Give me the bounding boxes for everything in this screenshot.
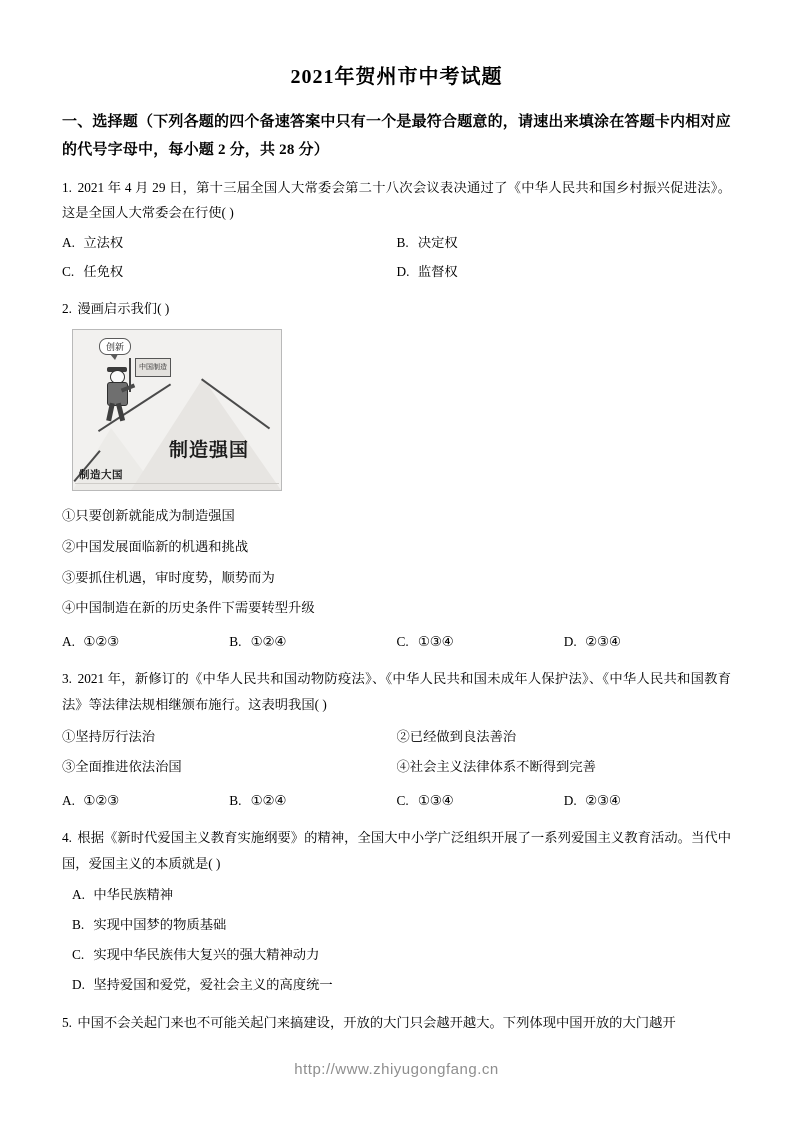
question-2-statements: [62, 501, 731, 623]
option-label: B.: [229, 633, 242, 649]
question-1-options-row-2: [62, 259, 731, 286]
statement-3: ③要抓住机遇，审时度势，顺势而为: [62, 569, 275, 585]
question-4-text: 根据《新时代爱国主义教育实施纲要》的精神，全国大中小学广泛组织开展了一系列爱国主义教育活动。当代中国，爱国主义的本质就是( ): [62, 829, 732, 871]
option-label: B.: [396, 235, 409, 251]
option-label: D.: [396, 263, 410, 279]
option-text: ①②④: [250, 792, 287, 808]
question-5-text: 中国不会关起门来也不可能关起门来搞建设，开放的大门只会越开越大。下列体现中国开放的大门越开: [77, 1015, 676, 1031]
question-2-stem: [62, 296, 731, 322]
option-text: 实现中国梦的物质基础: [93, 917, 227, 933]
question-1-text: 2021 年 4 月 29 日，第十三届全国人大常委会第二十八次会议表决通过了《中华人民共和国乡村振兴促进法》。这是全国人大常委会在行使( ): [62, 179, 731, 221]
statement-2: ②已经做到良法善治: [396, 728, 517, 744]
statement-2: ②中国发展面临新的机遇和挑战: [62, 539, 249, 555]
option-text: 监督权: [417, 263, 458, 279]
option-text: 任免权: [83, 263, 124, 279]
question-1-option-a[interactable]: [62, 230, 397, 257]
option-text: ②③④: [585, 792, 621, 808]
question-2-option-a[interactable]: [62, 628, 229, 656]
question-3-option-d[interactable]: [564, 787, 731, 815]
question-4-stem: [62, 825, 731, 877]
question-1-option-b[interactable]: [397, 230, 732, 257]
cartoon-ground-line: [75, 483, 279, 484]
statement-4: ④中国制造在新的历史条件下需要转型升级: [62, 600, 315, 616]
option-text: ②③④: [585, 633, 621, 649]
option-label: B.: [72, 917, 85, 933]
question-2-text: 漫画启示我们( ): [77, 300, 170, 316]
option-label: D.: [563, 633, 577, 649]
option-label: A.: [62, 792, 75, 808]
page-title: 2021年贺州市中考试题: [290, 66, 503, 88]
question-4-option-b[interactable]: [62, 910, 731, 940]
question-2-option-b[interactable]: [229, 628, 396, 656]
question-4-option-d[interactable]: [62, 970, 731, 1000]
option-text: ①②③: [83, 633, 120, 649]
option-text: 决定权: [417, 235, 458, 251]
cartoon-person-leg-left: [106, 403, 115, 422]
question-2-figure: [72, 329, 731, 491]
cartoon-label-big: 制造强国: [169, 440, 250, 462]
option-label: A.: [62, 235, 75, 251]
option-label: A.: [72, 887, 85, 903]
option-label: D.: [563, 792, 577, 808]
question-3-statements-row-2: [62, 752, 731, 783]
question-3-statements-row-1: [62, 722, 731, 753]
question-3-option-c[interactable]: [397, 787, 564, 815]
question-4-options: [62, 880, 731, 1000]
statement-4: ④社会主义法律体系不断得到完善: [396, 759, 596, 775]
option-label: A.: [62, 633, 75, 649]
question-4: [62, 825, 731, 1000]
option-label: C.: [72, 947, 85, 963]
question-4-option-c[interactable]: [62, 940, 731, 970]
question-2-options: [62, 628, 731, 656]
question-5-number: 5.: [62, 1015, 72, 1031]
option-text: ①③④: [417, 792, 454, 808]
question-1-options-row-1: [62, 230, 731, 257]
question-3-number: 3.: [62, 670, 72, 686]
statement-3: ③全面推进依法治国: [62, 759, 182, 775]
question-3-options: [62, 787, 731, 815]
option-label: C.: [396, 633, 409, 649]
question-5-stem: [62, 1010, 731, 1036]
option-text: 实现中华民族伟大复兴的强大精神动力: [93, 947, 320, 963]
watermark: http://www.zhiyugongfang.cn: [294, 1061, 499, 1078]
option-text: ①②④: [250, 633, 287, 649]
cartoon-flag-label: 中国制造: [135, 358, 171, 377]
option-label: B.: [229, 792, 242, 808]
question-1-option-d[interactable]: [397, 259, 732, 286]
question-3: [62, 666, 731, 815]
option-label: D.: [72, 977, 85, 993]
question-3-option-b[interactable]: [229, 787, 396, 815]
question-3-stem: [62, 666, 731, 718]
option-text: ①②③: [83, 792, 120, 808]
option-text: 坚持爱国和爱党，爱社会主义的高度统一: [93, 977, 333, 993]
question-1: [62, 175, 731, 286]
question-5: [62, 1010, 731, 1036]
question-2-option-c[interactable]: [397, 628, 564, 656]
question-2-option-d[interactable]: [564, 628, 731, 656]
question-2-number: 2.: [62, 300, 72, 316]
question-1-stem: [62, 175, 731, 227]
question-1-option-c[interactable]: [62, 259, 397, 286]
question-1-number: 1.: [62, 179, 72, 195]
cartoon-person-figure: [103, 370, 133, 422]
question-4-option-a[interactable]: [62, 880, 731, 910]
option-text: 中华民族精神: [93, 887, 174, 903]
question-3-text: 2021 年，新修订的《中华人民共和国动物防疫法》、《中华人民共和国未成年人保护法》、《中华人民共和国教育法》等法律法规相继颁布施行。这表明我国( ): [62, 670, 731, 712]
cartoon-speech-bubble: 创新: [99, 338, 131, 355]
option-label: C.: [396, 792, 409, 808]
statement-1: ①坚持厉行法治: [62, 728, 156, 744]
statement-1: ①只要创新就能成为制造强国: [62, 508, 235, 524]
option-text: ①③④: [417, 633, 454, 649]
option-label: C.: [62, 263, 75, 279]
question-4-number: 4.: [62, 829, 72, 845]
option-text: 立法权: [83, 235, 124, 251]
question-2: [62, 296, 731, 656]
question-3-option-a[interactable]: [62, 787, 229, 815]
cartoon-label-small: 制造大国: [79, 469, 123, 482]
section-heading: 一、选择题（下列各题的四个备速答案中只有一个是最符合题意的，请速出来填涂在答题卡内相对应的代号字母中，每小题 2 分，共 28 分）: [62, 114, 731, 158]
cartoon-image: [72, 329, 282, 491]
